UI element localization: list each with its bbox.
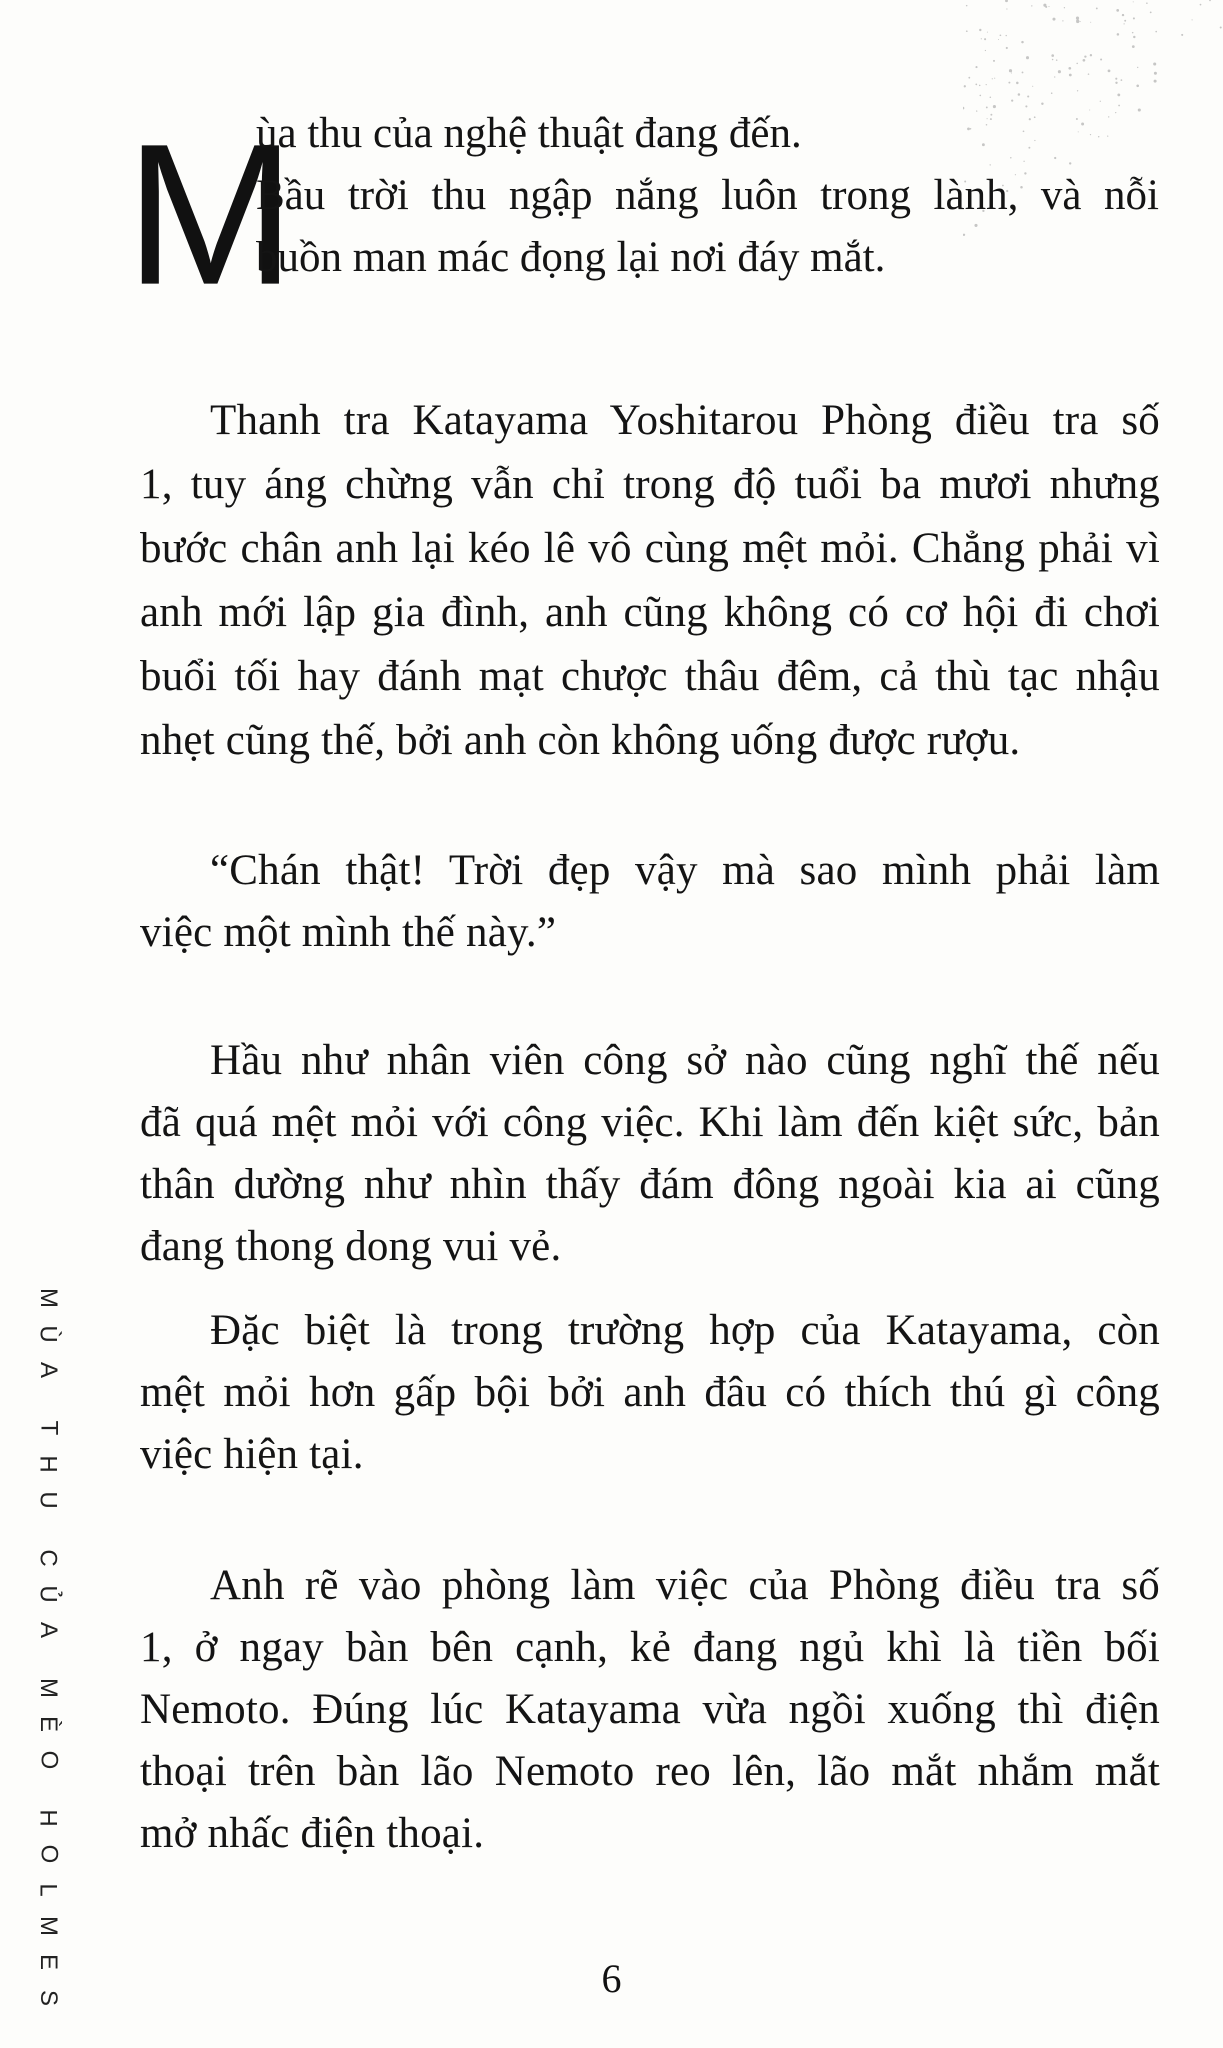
text-line: Hầu như nhân viên công sở nào cũng nghĩ thế nếu — [210, 1037, 1160, 1084]
drop-cap: M — [125, 102, 296, 327]
speckle-dot — [1051, 54, 1054, 57]
speckle-dot — [1098, 136, 1099, 137]
text-line: 1, tuy áng chừng vẫn chỉ trong độ tuổi ba mươi nhưng — [140, 461, 1160, 508]
speckle-dot — [993, 60, 995, 62]
running-title-letter: L — [34, 1883, 62, 1897]
speckle-dot — [968, 77, 970, 79]
speckle-dot — [1192, 19, 1193, 20]
text-line: buổi tối hay đánh mạt chược thâu đêm, cả thù tạc nhậu — [140, 653, 1160, 700]
running-title-letter: O — [34, 1750, 62, 1770]
text-line: đang thong dong vui vẻ. — [140, 1223, 562, 1270]
speckle-dot — [1008, 82, 1010, 84]
speckle-dot — [963, 107, 964, 110]
speckle-dot — [1132, 32, 1134, 34]
speckle-dot — [1076, 19, 1079, 22]
text-line: buồn man mác đọng lại nơi đáy mắt. — [256, 234, 886, 281]
speckle-dot — [987, 32, 988, 33]
speckle-dot — [1124, 23, 1125, 24]
speckle-dot — [1100, 101, 1101, 102]
speckle-dot — [990, 114, 992, 116]
speckle-dot — [967, 127, 970, 130]
speckle-dot — [1006, 8, 1007, 9]
speckle-dot — [1032, 86, 1033, 87]
speckle-dot — [993, 105, 996, 108]
speckle-dot — [1124, 20, 1126, 22]
running-title-letter: C — [35, 1549, 62, 1567]
speckle-dot — [1054, 157, 1056, 159]
speckle-dot — [1133, 36, 1135, 38]
speckle-dot — [1021, 41, 1023, 43]
speckle-dot — [1107, 135, 1108, 136]
speckle-dot — [970, 128, 972, 130]
speckle-dot — [990, 118, 992, 120]
speckle-dot — [966, 30, 968, 32]
running-title-letter: T — [34, 1420, 62, 1436]
speckle-dot — [1054, 76, 1055, 77]
running-title-letter: A — [34, 1621, 62, 1639]
speckle-dot — [1138, 108, 1141, 111]
speckle-dot — [1026, 56, 1029, 59]
speckle-dot — [982, 143, 985, 146]
running-title-letter: U — [35, 1491, 62, 1509]
speckle-dot — [1084, 55, 1086, 57]
text-line: Nemoto. Đúng lúc Katayama vừa ngồi xuống thì điện — [140, 1686, 1160, 1733]
speckle-dot — [986, 124, 988, 126]
text-line: ùa thu của nghệ thuật đang đến. — [256, 110, 802, 157]
speckle-dot — [1090, 134, 1091, 135]
speckle-dot — [1181, 34, 1183, 36]
running-title-letter: H — [35, 1455, 62, 1473]
text-line: 1, ở ngay bàn bên cạnh, kẻ đang ngủ khì là tiền bối — [140, 1624, 1160, 1671]
text-line: đã quá mệt mỏi với công việc. Khi làm đến kiệt sức, bản — [140, 1099, 1160, 1146]
speckle-dot — [963, 234, 965, 236]
running-title-letter: S — [34, 1989, 62, 2007]
speckle-dot — [975, 66, 977, 68]
speckle-dot — [1069, 74, 1072, 77]
speckle-dot — [979, 95, 981, 97]
speckle-dot — [986, 84, 987, 85]
text-line: Anh rẽ vào phòng làm việc của Phòng điều tra số — [210, 1562, 1160, 1609]
speckle-dot — [998, 39, 999, 40]
speckle-dot — [1115, 112, 1116, 113]
speckle-dot — [1117, 93, 1120, 96]
speckle-dot — [1083, 59, 1086, 62]
speckle-dot — [1028, 147, 1030, 149]
speckle-dot — [1045, 6, 1047, 8]
speckle-dot — [1058, 70, 1061, 73]
speckle-dot — [1132, 45, 1135, 48]
speckle-dot — [1068, 67, 1071, 70]
speckle-dot — [1133, 17, 1135, 19]
speckle-dot — [1154, 72, 1157, 75]
text-line: bước chân anh lại kéo lê vô cùng mệt mỏi. Chẳng phải vì — [140, 525, 1160, 572]
running-title-letter: Ù — [35, 1325, 62, 1343]
speckle-dot — [1023, 161, 1024, 162]
speckle-dot — [1100, 58, 1102, 60]
text-line: anh mới lập gia đình, anh cũng không có cơ hội đi chơi — [140, 589, 1160, 636]
running-title-letter: E — [34, 1953, 62, 1971]
speckle-dot — [1078, 131, 1079, 132]
text-line: mệt mỏi hơn gấp bội bởi anh đâu có thích thú gì công — [140, 1369, 1160, 1416]
running-title-letter: Ủ — [35, 1585, 62, 1603]
running-title-letter: M — [35, 1916, 62, 1936]
speckle-dot — [1023, 130, 1025, 132]
speckle-dot — [1022, 71, 1024, 73]
speckle-dot — [1029, 118, 1031, 120]
speckle-dot — [986, 106, 988, 108]
speckle-dot — [1108, 70, 1111, 73]
text-line: Thanh tra Katayama Yoshitarou Phòng điều tra số — [210, 397, 1160, 444]
speckle-dot — [1118, 105, 1120, 107]
speckle-dot — [1220, 26, 1222, 28]
speckle-dot — [1121, 79, 1123, 81]
speckle-dot — [1089, 110, 1090, 111]
speckle-dot — [981, 38, 982, 39]
speckle-dot — [979, 29, 981, 31]
running-title-letter: M — [35, 1288, 62, 1308]
text-line: nhẹt cũng thế, bởi anh còn không uống được rượu. — [140, 717, 1021, 764]
text-line: thoại trên bàn lão Nemoto reo lên, lão mắt nhắm mắt — [140, 1748, 1160, 1795]
speckle-dot — [1153, 62, 1156, 65]
speckle-dot — [1052, 18, 1055, 21]
text-line: Bầu trời thu ngập nắng luôn trong lành, và nỗi — [256, 172, 1159, 219]
speckle-dot — [1088, 73, 1090, 75]
speckle-dot — [990, 96, 992, 98]
speckle-dot — [1209, 0, 1211, 1]
speckle-dot — [1137, 67, 1138, 68]
speckle-dot — [1031, 5, 1032, 6]
speckle-dot — [1117, 33, 1120, 36]
speckle-dot — [1115, 82, 1117, 84]
speckle-dot — [1018, 93, 1021, 96]
speckle-dot — [1146, 2, 1148, 4]
running-title-letter: A — [34, 1361, 62, 1379]
text-line: việc một mình thế này.” — [140, 909, 557, 956]
speckle-dot — [1090, 22, 1091, 23]
speckle-dot — [1062, 20, 1063, 21]
speckle-dot — [1154, 80, 1157, 83]
speckle-dot — [1116, 9, 1119, 12]
speckle-dot — [1009, 69, 1012, 72]
speckle-dot — [964, 85, 966, 87]
speckle-dot — [974, 224, 977, 227]
running-title-letter: O — [34, 1844, 62, 1864]
speckle-dot — [1076, 63, 1078, 65]
speckle-dot — [975, 84, 977, 86]
speckle-dot — [1025, 105, 1027, 107]
speckle-dot — [1090, 54, 1092, 56]
speckle-dot — [1041, 103, 1043, 105]
speckle-dot — [1155, 31, 1157, 33]
speckle-dot — [1150, 11, 1152, 13]
speckle-dot — [1016, 82, 1019, 85]
speckle-dot — [1096, 7, 1098, 9]
text-line: “Chán thật! Trời đẹp vậy mà sao mình phải làm — [210, 847, 1160, 894]
speckle-dot — [1051, 92, 1053, 94]
text-line: mở nhấc điện thoại. — [140, 1810, 485, 1857]
speckle-dot — [1034, 116, 1036, 118]
running-title-letter: È — [34, 1715, 62, 1733]
text-line: việc hiện tại. — [140, 1431, 364, 1478]
speckle-dot — [1011, 99, 1013, 101]
speckle-dot — [1136, 84, 1139, 87]
speckle-dot — [1076, 17, 1079, 20]
speckle-dot — [1006, 47, 1008, 49]
speckle-dot — [992, 78, 993, 79]
speckle-dot — [1108, 116, 1109, 117]
page-number: 6 — [601, 1956, 622, 2001]
speckle-dot — [1069, 162, 1071, 164]
speckle-dot — [1011, 72, 1012, 73]
running-title-letter: M — [35, 1678, 62, 1698]
speckle-dot — [987, 118, 988, 119]
speckle-dot — [1006, 35, 1007, 36]
speckle-dot — [1122, 14, 1124, 16]
speckle-dot — [1048, 6, 1049, 7]
speckle-dot — [1133, 1, 1134, 2]
speckle-dot — [990, 164, 991, 165]
speckle-dot — [994, 78, 995, 79]
speckle-dot — [1056, 59, 1058, 61]
text-line: thân dường như nhìn thấy đám đông ngoài kia ai cũng — [140, 1161, 1160, 1208]
speckle-dot — [1000, 34, 1002, 36]
speckle-dot — [976, 110, 977, 111]
speckle-dot — [1034, 140, 1035, 141]
speckle-dot — [1077, 90, 1078, 91]
text-line: Đặc biệt là trong trường hợp của Katayama, còn — [210, 1307, 1160, 1354]
speckle-dot — [1010, 157, 1012, 159]
speckle-dot — [1005, 0, 1008, 2]
speckle-dot — [984, 38, 986, 40]
running-title-letter: H — [35, 1809, 62, 1827]
speckle-dot — [1052, 59, 1054, 61]
speckle-dot — [985, 50, 986, 51]
speckle-dot — [1076, 118, 1078, 120]
speckle-dot — [1115, 78, 1117, 80]
running-title — [28, 1280, 68, 2016]
speckle-dot — [979, 85, 981, 87]
speckle-dot — [1064, 7, 1065, 8]
speckle-dot — [1200, 4, 1202, 6]
speckle-dot — [1080, 21, 1081, 22]
speckle-dot — [1027, 95, 1029, 97]
speckle-dot — [1081, 123, 1084, 126]
speckle-dot — [966, 5, 968, 7]
